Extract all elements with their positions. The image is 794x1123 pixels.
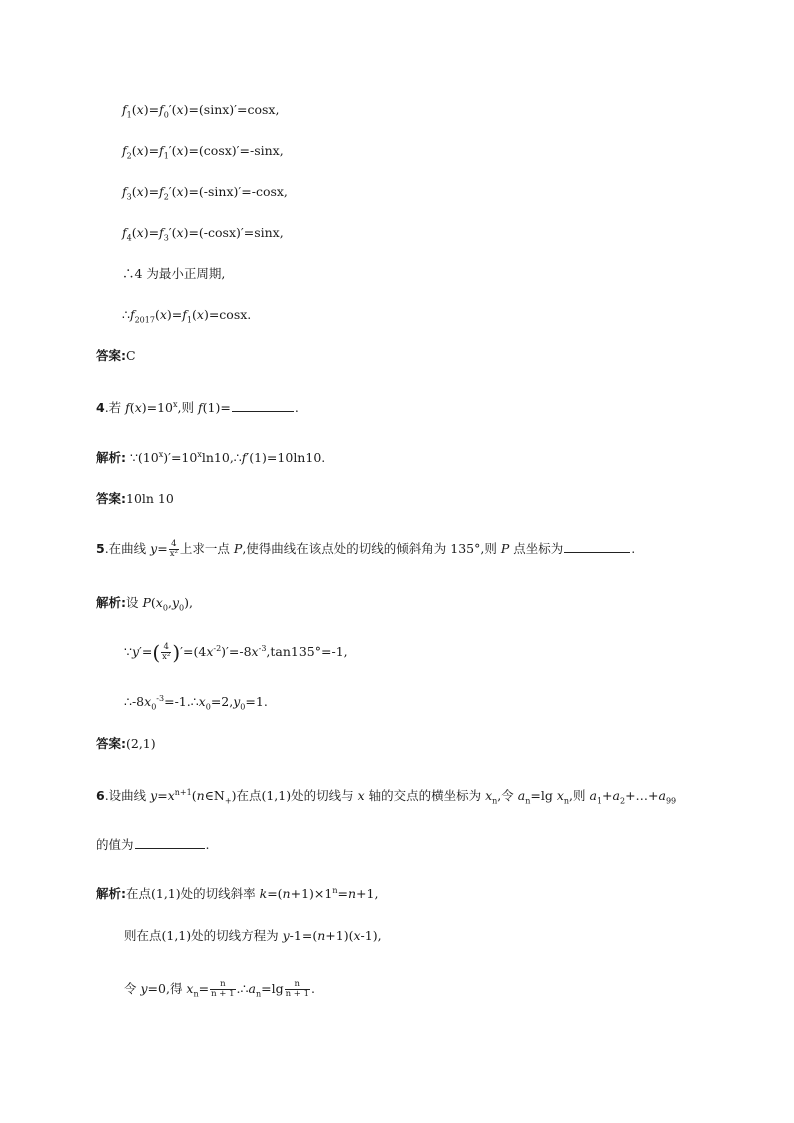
fraction: $\frac{4}{\text{x²}}$ [169,539,178,559]
f2017-conclusion: $\therefore f_{2017}(x)=f_1(x)=\cos x$. [122,307,252,325]
solution-6: 解析:在点(1,1)处的切线斜率 $k=(n+1)\times 1^n=n+1$, [96,885,379,901]
fraction: $\frac{4}{\text{x²}}$ [162,642,171,662]
solution-5-line-3: $\therefore-8x_0^{-3}=-1.\therefore x_0=2,y_0=1$. [124,693,268,712]
derivation-line-3: $f_3(x)=f_2'(x)=(-\sin x)'=$-cosx, [122,184,288,202]
solution-4: 解析: $\because(10^x)'=10^x\ln 10,\therefore f'(1)=10\ln 10$. [96,449,326,465]
answer-label: 答案: [96,348,126,363]
solution-6-line-2: 则在点(1,1)处的切线方程为 y-1=(n+1)(x-1), [124,928,382,943]
fraction: $\frac{n}{n + 1}$ [285,979,309,999]
answer-5: 答案:(2,1) [96,736,156,751]
fraction: $\frac{n}{n + 1}$ [211,979,235,999]
solution-5-line-2: ∵y′=( $\frac{4}{\text{x²}}$ )$'=(4x^{-2})'=-8x^{-3},\tan 135^\circ=-1$, [124,640,348,665]
derivation-line-2: $f_2(x)=f_1'(x)=(\cos x)'=$-sinx, [122,143,284,161]
question-6: 6.设曲线 $y=x^{n+1}(n\in N_+)$在点(1,1)处的切线与 x 轴的交点的横坐标为 $x_n$,令 $a_n=\lg$ $x_n$,则 $a_1+a_2+\dots+a_{99}$ [96,787,677,806]
answer-3: 答案:C [96,348,136,363]
derivation-line-1: $f_1(x)=f_0'(x)=(\sin x)'=\cos x$, [122,102,280,120]
question-5: 5.在曲线 y= $\frac{4}{\text{x²}}$ 上求一点 P,使得曲线在该点处的切线的倾斜角为 135°,则 P 点坐标为 . [96,539,636,559]
answer-blank[interactable] [564,540,630,553]
answer-4: 答案:10ln 10 [96,491,174,506]
question-4: 4.若 $f(x)=10^x$,则 f(1)= . [96,399,299,415]
solution-6-line-3: 令 y=0,得 $x_n=$ $\frac{n}{n + 1}$ $.\therefore a_n=\lg$ $\frac{n}{n + 1}$ . [124,979,315,999]
solution-5: 解析:设 $P(x_0,y_0)$, [96,595,193,613]
question-6-line-2: 的值为 . [96,837,210,852]
derivation-line-4: $f_4(x)=f_3'(x)=(-\cos x)'=\sin x$, [122,225,284,243]
answer-blank[interactable] [232,399,294,412]
period-conclusion: ∴4 为最小正周期, [122,266,226,281]
answer-blank[interactable] [135,836,205,849]
